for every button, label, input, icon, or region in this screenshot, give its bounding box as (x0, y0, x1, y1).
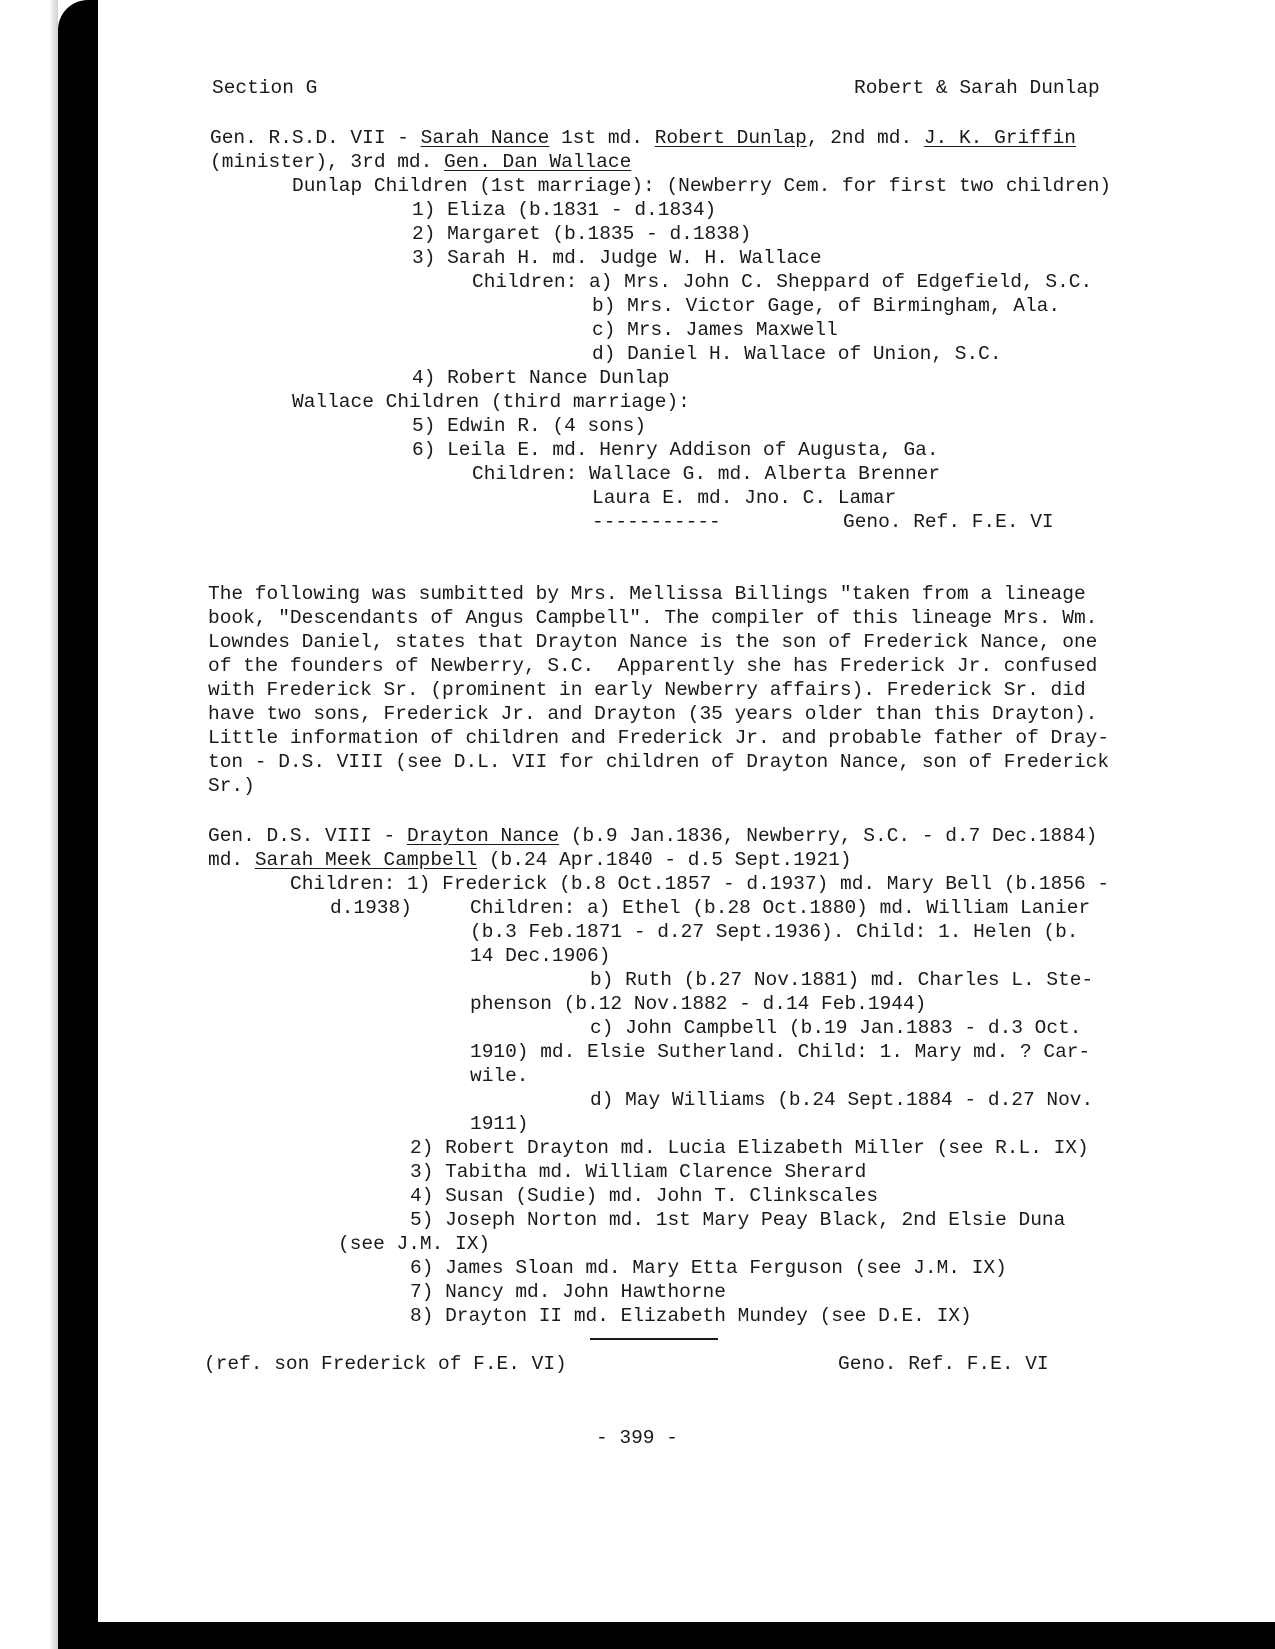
grandchild-entry-cont: (b.3 Feb.1871 - d.27 Sept.1936). Child: 1. Helen (b. (470, 921, 1079, 943)
grandchild-entry: c) John Campbell (b.19 Jan.1883 - d.3 Oct. (590, 1017, 1082, 1039)
child-entry: 6) James Sloan md. Mary Etta Ferguson (see J.M. IX) (410, 1257, 1007, 1279)
child-entry: 4) Robert Nance Dunlap (412, 367, 670, 389)
child-entry-cont: (see J.M. IX) (338, 1233, 491, 1255)
geno-ref: Geno. Ref. F.E. VI (843, 511, 1054, 533)
family-title: Robert & Sarah Dunlap (854, 77, 1100, 99)
grandchild-entry-cont: wile. (470, 1065, 529, 1087)
child-entry: 6) Leila E. md. Henry Addison of Augusta, Ga. (412, 439, 939, 461)
child-entry: 4) Susan (Sudie) md. John T. Clinkscales (410, 1185, 879, 1207)
paragraph-line: Little information of children and Frederick Jr. and probable father of Dray- (208, 727, 1110, 749)
child-entry: 2) Robert Drayton md. Lucia Elizabeth Miller (see R.L. IX) (410, 1137, 1089, 1159)
grandchild-entry-cont: 1911) (470, 1113, 529, 1135)
paragraph-line: book, "Descendants of Angus Campbell". The compiler of this lineage Mrs. Wm. (208, 607, 1098, 629)
child-entry: 7) Nancy md. John Hawthorne (410, 1281, 726, 1303)
wallace-children-heading: Wallace Children (third marriage): (292, 391, 690, 413)
child-entry: 1) Eliza (b.1831 - d.1834) (412, 199, 717, 221)
scan-binding-edge (58, 0, 98, 1649)
divider-rule (590, 1338, 718, 1340)
paragraph-line: have two sons, Frederick Jr. and Drayton (35 years older than this Drayton). (208, 703, 1098, 725)
paragraph-line: Sr.) (208, 775, 255, 797)
page-shadow (0, 0, 58, 1649)
name-drayton-nance: Drayton Nance (406, 825, 560, 847)
page-number: - 399 - (596, 1427, 678, 1449)
name-sarah-nance: Sarah Nance (420, 127, 550, 149)
child-entry: 2) Margaret (b.1835 - d.1838) (412, 223, 752, 245)
grandchild-entry: Children: Wallace G. md. Alberta Brenner (472, 463, 941, 485)
scan-bottom-edge (60, 1622, 1275, 1649)
grandchild-entry-cont: phenson (b.12 Nov.1882 - d.14 Feb.1944) (470, 993, 927, 1015)
child-entry: 8) Drayton II md. Elizabeth Mundey (see D.E. IX) (410, 1305, 972, 1327)
grandchild-entry-cont: 14 Dec.1906) (470, 945, 611, 967)
section-label: Section G (212, 77, 318, 99)
child-entry: 5) Edwin R. (4 sons) (412, 415, 647, 437)
grandchild-entry: b) Mrs. Victor Gage, of Birmingham, Ala. (592, 295, 1061, 317)
grandchild-entry: d) Daniel H. Wallace of Union, S.C. (592, 343, 1002, 365)
grandchild-entry: Children: a) Ethel (b.28 Oct.1880) md. William Lanier (470, 897, 1091, 919)
section-divider: ----------- (592, 511, 721, 533)
paragraph-line: Lowndes Daniel, states that Drayton Nance is the son of Frederick Nance, one (208, 631, 1098, 653)
grandchild-entry: d) May Williams (b.24 Sept.1884 - d.27 Nov. (590, 1089, 1094, 1111)
gen-rsd-vii-line: Gen. R.S.D. VII - Sarah Nance 1st md. Robert Dunlap, 2nd md. J. K. Griffin (210, 127, 1076, 149)
gen-rsd-vii-line-2: (minister), 3rd md. Gen. Dan Wallace (210, 151, 632, 173)
paragraph-line: The following was sumbitted by Mrs. Mellissa Billings "taken from a lineage (208, 583, 1086, 605)
name-sarah-meek-campbell: Sarah Meek Campbell (254, 849, 478, 871)
paragraph-line: with Frederick Sr. (prominent in early Newberry affairs). Frederick Sr. did (208, 679, 1086, 701)
grandchild-entry: c) Mrs. James Maxwell (592, 319, 838, 341)
grandchild-entry: Children: a) Mrs. John C. Sheppard of Edgefield, S.C. (472, 271, 1093, 293)
name-dan-wallace: Gen. Dan Wallace (444, 151, 632, 173)
ref-note: (ref. son Frederick of F.E. VI) (204, 1353, 567, 1375)
paragraph-line: of the founders of Newberry, S.C. Apparently she has Frederick Jr. confused (208, 655, 1098, 677)
child-entry: 3) Sarah H. md. Judge W. H. Wallace (412, 247, 822, 269)
child-entry: 3) Tabitha md. William Clarence Sherard (410, 1161, 867, 1183)
name-jk-griffin: J. K. Griffin (923, 127, 1076, 149)
grandchild-entry-cont: 1910) md. Elsie Sutherland. Child: 1. Mary md. ? Car- (470, 1041, 1091, 1063)
child-entry: 5) Joseph Norton md. 1st Mary Peay Black, 2nd Elsie Duna (410, 1209, 1066, 1231)
gen-ds-viii-line-2: md. Sarah Meek Campbell (b.24 Apr.1840 - d.5 Sept.1921) (208, 849, 852, 871)
child-entry-cont: d.1938) (330, 897, 412, 919)
paragraph-line: ton - D.S. VIII (see D.L. VII for children of Drayton Nance, son of Frederick (208, 751, 1110, 773)
dunlap-children-heading: Dunlap Children (1st marriage): (Newberry Cem. for first two children) (292, 175, 1112, 197)
grandchild-entry: Laura E. md. Jno. C. Lamar (592, 487, 897, 509)
geno-ref: Geno. Ref. F.E. VI (838, 1353, 1049, 1375)
child-entry: Children: 1) Frederick (b.8 Oct.1857 - d.1937) md. Mary Bell (b.1856 - (290, 873, 1110, 895)
gen-ds-viii-line: Gen. D.S. VIII - Drayton Nance (b.9 Jan.1836, Newberry, S.C. - d.7 Dec.1884) (208, 825, 1098, 847)
grandchild-entry: b) Ruth (b.27 Nov.1881) md. Charles L. Ste- (590, 969, 1094, 991)
name-robert-dunlap: Robert Dunlap (654, 127, 807, 149)
